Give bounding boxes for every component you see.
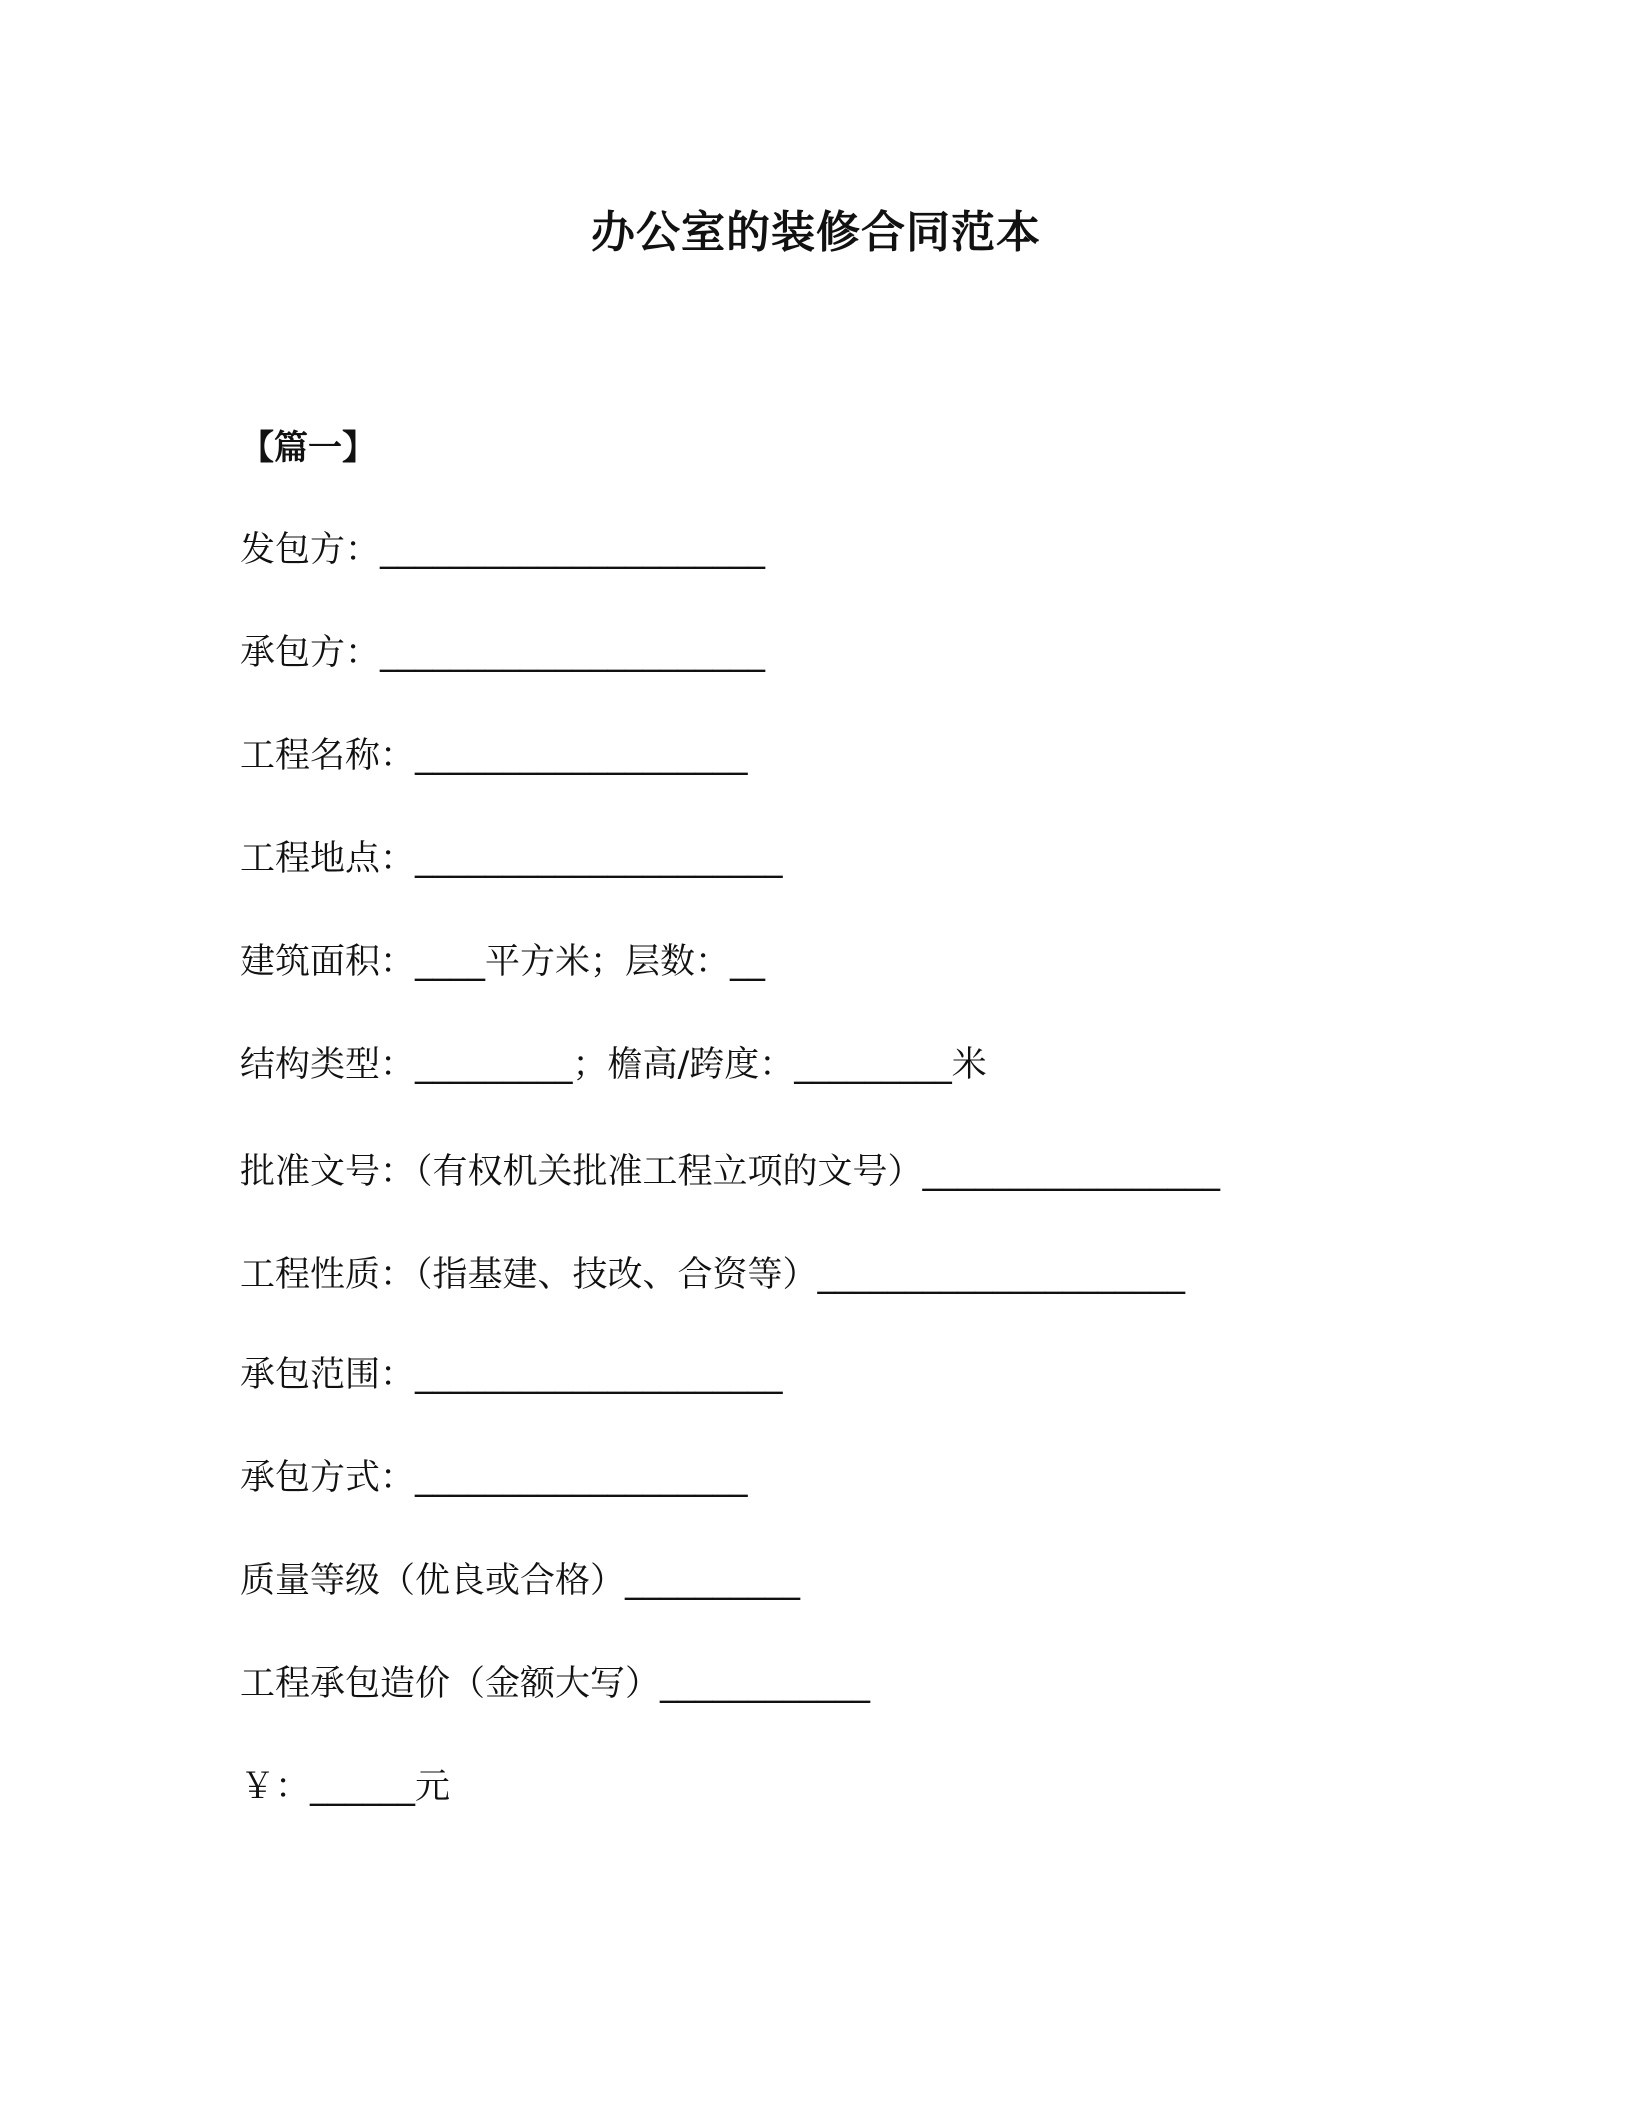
field-building-area: 建筑面积：____平方米；层数：__ [240, 942, 766, 982]
field-project-name: 工程名称：___________________ [240, 736, 748, 776]
field-contractor: 承包方：______________________ [240, 633, 766, 673]
field-employer: 发包方：______________________ [240, 530, 766, 570]
field-contract-scope: 承包范围：_____________________ [240, 1355, 783, 1395]
field-contract-method: 承包方式：___________________ [240, 1458, 748, 1498]
field-structure-type: 结构类型：_________；檐高/跨度：_________米 [240, 1045, 987, 1085]
field-approval-number: 批准文号：（有权机关批准工程立项的文号）_________________ [240, 1152, 1221, 1192]
field-project-nature: 工程性质：（指基建、技改、合资等）_____________________ [240, 1255, 1186, 1295]
field-price-yuan: ￥：______元 [240, 1767, 451, 1807]
field-contract-price: 工程承包造价（金额大写）____________ [240, 1664, 871, 1704]
field-quality-grade: 质量等级（优良或合格）__________ [240, 1561, 801, 1601]
field-project-location: 工程地点：_____________________ [240, 839, 783, 879]
section-heading: 【篇一】 [240, 428, 376, 468]
document-title: 办公室的装修合同范本 [591, 207, 1041, 258]
